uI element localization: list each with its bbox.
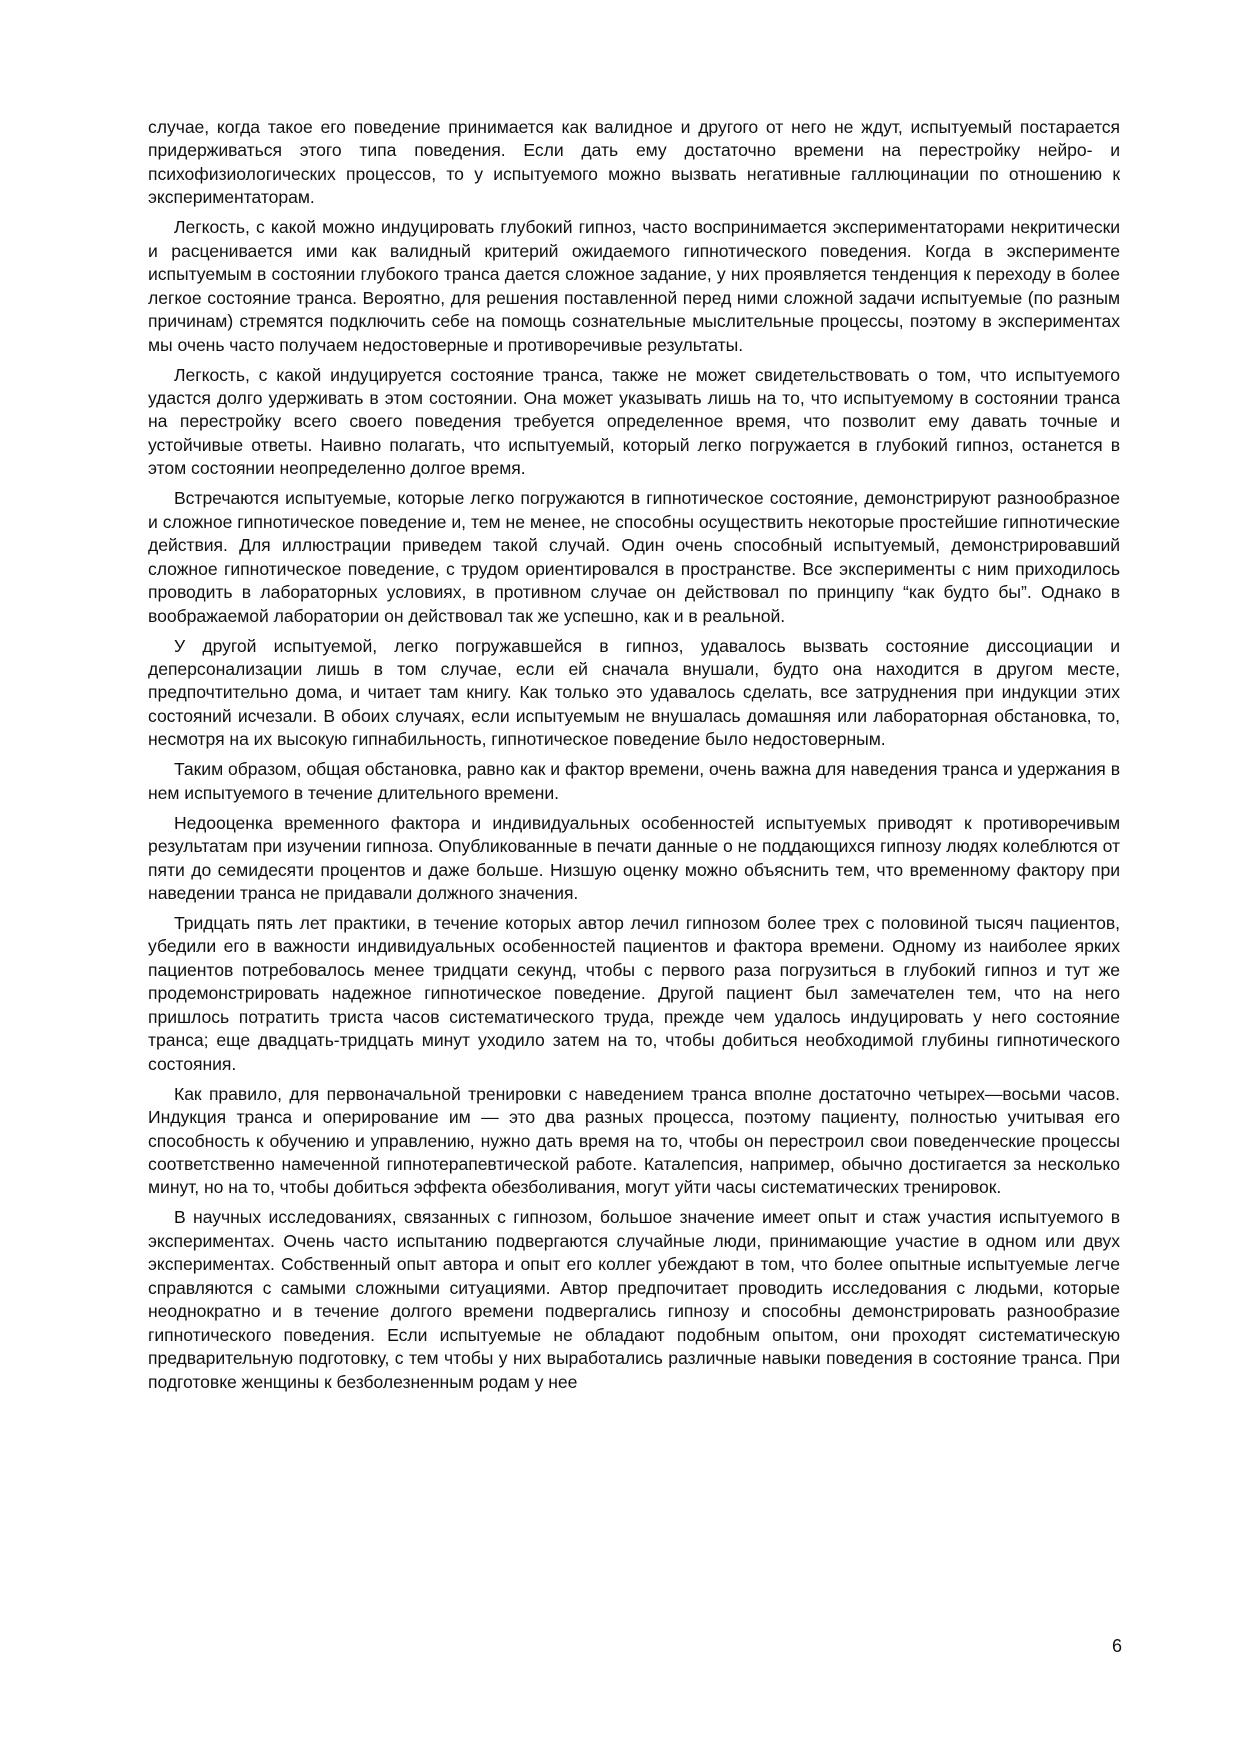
- paragraph: Недооценка временного фактора и индивидуальных особенностей испытуемых приводят к противоречивым результатам при изучении гипноза. Опубликованные в печати данные о не поддающихся гипнозу людях колеблются от пяти до семидесяти процентов и даже больше. Низшую оценку можно объяснить тем, что временному фактору при наведении транса не придавали должного значения.: [148, 812, 1120, 904]
- paragraph: Встречаются испытуемые, которые легко погружаются в гипнотическое состояние, демонстрируют разнообразное и сложное гипнотическое поведение и, тем не менее, не способны осуществить некоторые простейшие гипнотические действия. Для иллюстрации приведем такой случай. Один очень способный испытуемый, демонстрировавший сложное гипнотическое поведение, с трудом ориентировался в пространстве. Все эксперименты с ним приходилось проводить в лабораторных условиях, в противном случае он действовал по принципу “как будто бы”. Однако в воображаемой лаборатории он действовал так же успешно, как и в реальной.: [148, 488, 1120, 626]
- paragraph: У другой испытуемой, легко погружавшейся в гипноз, удавалось вызвать состояние диссоциации и деперсонализации лишь в том случае, если ей сначала внушали, будто она находится в другом месте, предпочтительно дома, и читает там книгу. Как только это удавалось сделать, все затруднения при индукции этих состояний исчезали. В обоих случаях, если испытуемым не внушалась домашняя или лабораторная обстановка, то, несмотря на их высокую гипнабильность, гипнотическое поведение было недостоверным.: [148, 635, 1120, 750]
- paragraph-continuation: случае, когда такое его поведение принимается как валидное и другого от него не ждут, испытуемый постарается придерживаться этого типа поведения. Если дать ему достаточно времени на перестройку нейро- и психофизиологических процессов, то у испытуемого можно вызвать негативные галлюцинации по отношению к экспериментаторам.: [148, 117, 1120, 208]
- paragraph: Легкость, с какой можно индуцировать глубокий гипноз, часто воспринимается экспериментаторами некритически и расценивается ими как валидный критерий ожидаемого гипнотического поведения. Когда в эксперименте испытуемым в состоянии глубокого транса дается сложное задание, у них проявляется тенденция к переходу в более легкое состояние транса. Вероятно, для решения поставленной перед ними сложной задачи испытуемые (по разным причинам) стремятся подключить себе на помощь сознательные мыслительные процессы, поэтому в экспериментах мы очень часто получаем недостоверные и противоречивые результаты.: [148, 217, 1120, 355]
- paragraph: Легкость, с какой индуцируется состояние транса, также не может свидетельствовать о том, что испытуемого удастся долго удерживать в этом состоянии. Она может указывать лишь на то, что испытуемому в состоянии транса на перестройку всего своего поведения требуется определенное время, что позволит ему давать точные и устойчивые ответы. Наивно полагать, что испытуемый, который легко погружается в глубокий гипноз, останется в этом состоянии неопределенно долгое время.: [148, 364, 1120, 479]
- page-body: [148, 116, 1120, 1401]
- paragraph: В научных исследованиях, связанных с гипнозом, большое значение имеет опыт и стаж участия испытуемого в экспериментах. Очень часто испытанию подвергаются случайные люди, принимающие участие в одном или двух экспериментах. Собственный опыт автора и опыт его коллег убеждают в том, что более опытные испытуемые легче справляются с самыми сложными ситуациями. Автор предпочитает проводить исследования с людьми, которые неоднократно и в течение долгого времени подвергались гипнозу и способны демонстрировать разнообразие гипнотического поведения. Если испытуемые не обладают подобным опытом, они проходят систематическую предварительную подготовку, с тем чтобы у них выработались различные навыки поведения в состояние транса. При подготовке женщины к безболезненным родам у нее: [148, 1207, 1120, 1392]
- page-number: 6: [1111, 1636, 1122, 1656]
- paragraph: Таким образом, общая обстановка, равно как и фактор времени, очень важна для наведения транса и удержания в нем испытуемого в течение длительного времени.: [148, 759, 1120, 803]
- paragraph: Тридцать пять лет практики, в течение которых автор лечил гипнозом более трех с половиной тысяч пациентов, убедили его в важности индивидуальных особенностей пациентов и фактора времени. Одному из наиболее ярких пациентов потребовалось менее тридцати секунд, чтобы с первого раза погрузиться в глубокий гипноз и тут же продемонстрировать надежное гипнотическое поведение. Другой пациент был замечателен тем, что на него пришлось потратить триста часов систематического труда, прежде чем удалось индуцировать у него состояние транса; еще двадцать-тридцать минут уходило затем на то, чтобы добиться необходимой глубины гипнотического состояния.: [148, 913, 1120, 1074]
- paragraph: Как правило, для первоначальной тренировки с наведением транса вполне достаточно четырех—восьми часов. Индукция транса и оперирование им — это два разных процесса, поэтому пациенту, полностью учитывая его способность к обучению и управлению, нужно дать время на то, чтобы он перестроил свои поведенческие процессы соответственно намеченной гипнотерапевтической работе. Каталепсия, например, обычно достигается за несколько минут, но на то, чтобы добиться эффекта обезболивания, могут уйти часы систематических тренировок.: [148, 1083, 1120, 1198]
